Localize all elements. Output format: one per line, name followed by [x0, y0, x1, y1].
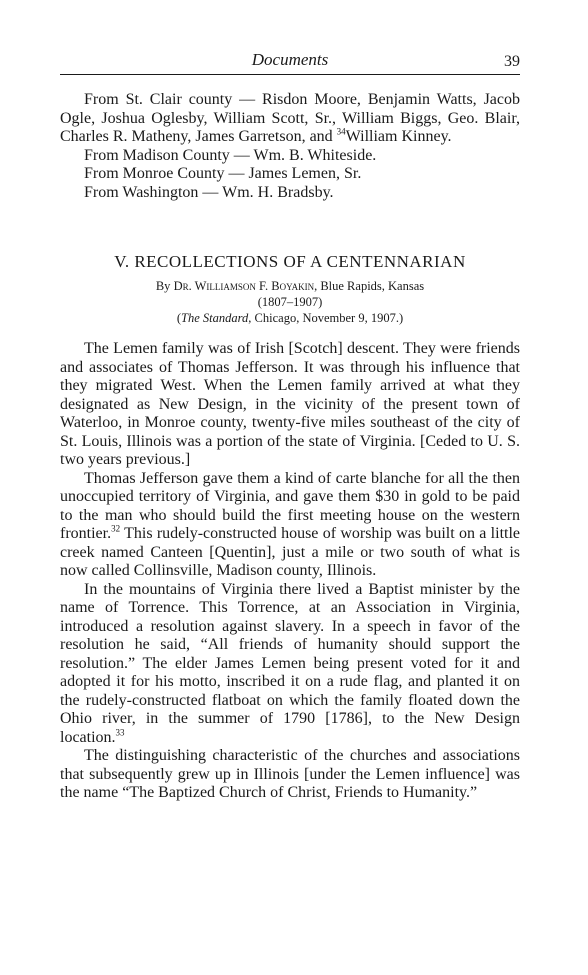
byline-author: Dr. Williamson F. Boyakin	[173, 279, 315, 293]
delegate-roster	[60, 91, 520, 202]
roster-washington: From Washington — Wm. H. Bradsby.	[84, 183, 334, 201]
source-citation	[60, 310, 520, 326]
footnote-ref-32: 32	[111, 523, 121, 534]
footnote-ref-34: 34	[336, 126, 346, 137]
paragraph-4: The distinguishing characteristic of the churches and associations that subsequently grew up in Illinois [under the Lemen influence] was the name “The Baptized Church of Christ, Friends to Humanity.”	[60, 747, 520, 801]
source-title: The Standard	[181, 311, 249, 325]
running-header	[60, 50, 520, 75]
roster-st-clair-text: From St. Clair county — Risdon Moore, Benjamin Watts, Jacob Ogle, Joshua Oglesby, William Scott, Sr., William Biggs, Geo. Blair, Charles R. Matheny, James Garretson, and	[60, 91, 520, 145]
roster-st-clair-end: William Kinney.	[345, 128, 452, 145]
paragraph-2-text-a: Thomas Jefferson gave them a kind of carte blanche for all the then unoccupied territory of Virginia, and gave them $30 in gold to be paid to the man who should build the first meeting house on the western frontier.	[60, 469, 520, 542]
author-lifespan: (1807–1907)	[257, 295, 323, 309]
roster-monroe: From Monroe County — James Lemen, Sr.	[84, 165, 362, 182]
paragraph-3-text: In the mountains of Virginia there lived a Baptist minister by the name of Torrence. This Torrence, at an Association in Virginia, introduced a resolution against slavery. In a speech in favor of the resolution he said, “All friends of humanity should support the resolution.” The elder James Lemen being present voted for it and adopted it for his motto, inscribed it on a rude flag, and planted it on the rudely-constructed flatboat on which the family floated down the Ohio river, in the summer of 1790 [1786], to the New Design location.	[60, 580, 520, 746]
paragraph-3	[60, 581, 520, 748]
roster-madison: From Madison County — Wm. B. Whiteside.	[84, 146, 377, 164]
document-page	[60, 50, 520, 803]
source-open: (	[176, 311, 182, 325]
byline	[60, 278, 520, 294]
paragraph-1: The Lemen family was of Irish [Scotch] descent. They were friends and associates of Thomas Jefferson. It was through his influence that they migrated West. When the Lemen family arrived at what they designated as New Design, in the vicinity of the present town of Waterloo, in Monroe county, twenty-five miles southeast of the city of St. Louis, Illinois was a portion of the state of Virginia. [Ceded to U. S. two years previous.]	[60, 340, 520, 468]
paragraph-2-text-b: This rudely-constructed house of worship was built on a little creek named Canteen [Quentin], just a mile or two south of what is now called Collinsville, Madison county, Illinois.	[60, 525, 520, 579]
running-title: Documents	[251, 50, 329, 69]
footnote-ref-33: 33	[115, 727, 125, 738]
section-heading: V. RECOLLECTIONS OF A CENTENNARIAN	[114, 252, 466, 271]
article-body	[60, 340, 520, 803]
page-number: 39	[504, 53, 520, 70]
byline-prefix: By	[155, 279, 174, 293]
roster-st-clair	[60, 91, 520, 147]
byline-place: , Blue Rapids, Kansas	[314, 279, 425, 293]
source-rest: , Chicago, November 9, 1907.)	[248, 311, 404, 325]
paragraph-2	[60, 470, 520, 581]
